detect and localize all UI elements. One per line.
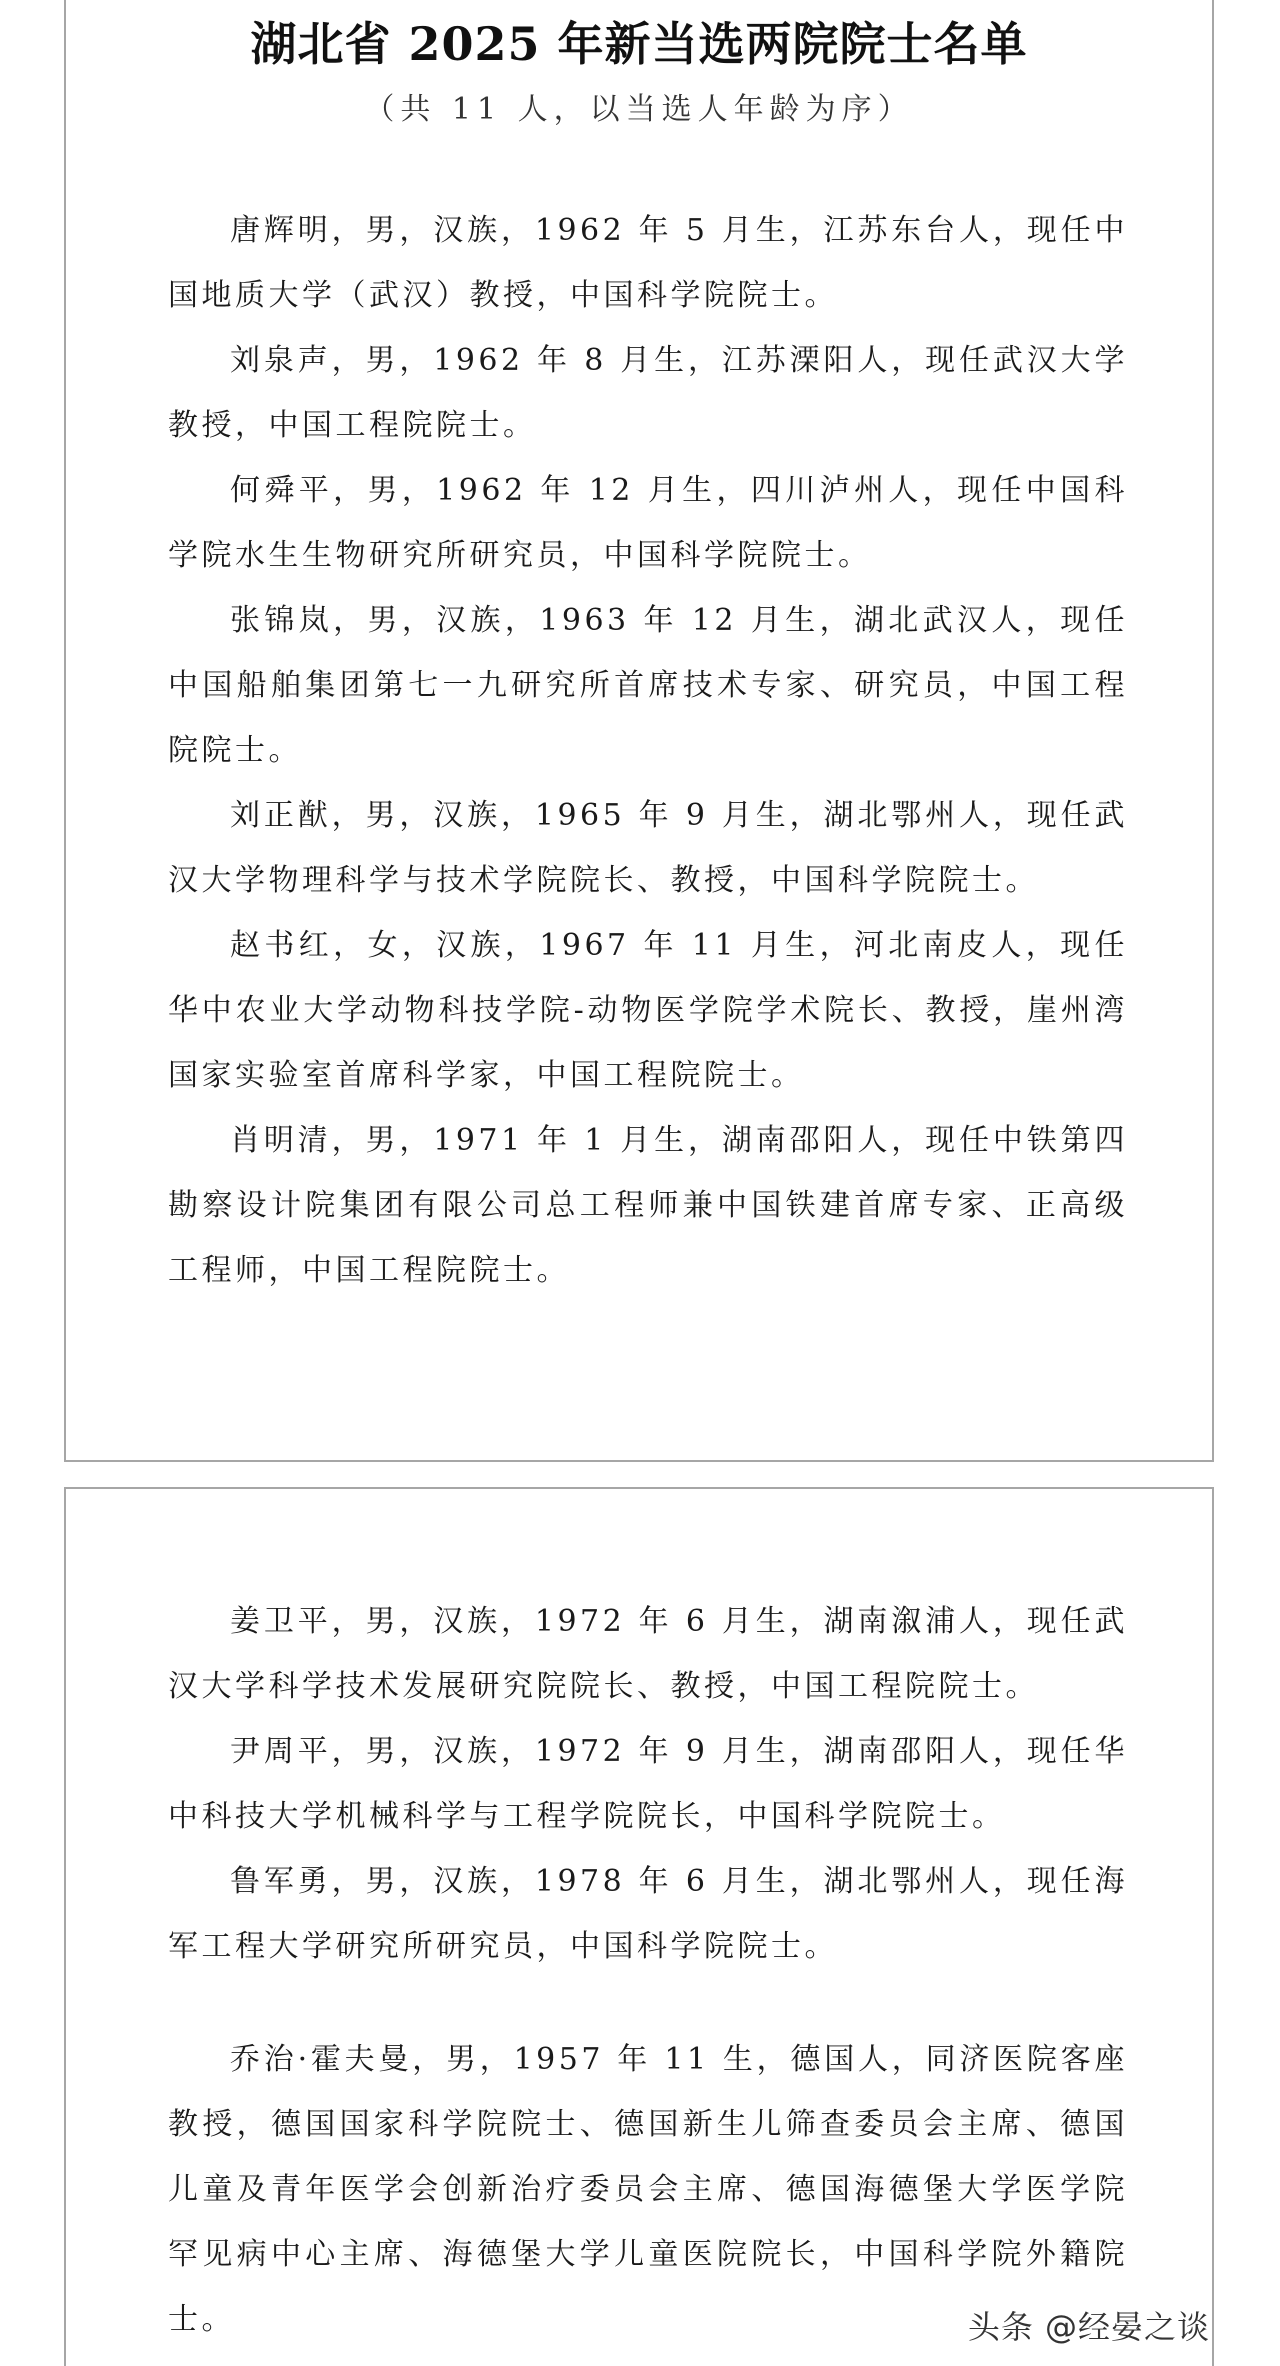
platform-watermark: 头条 @经晏之谈 bbox=[967, 2308, 1210, 2346]
section-gap bbox=[168, 1979, 1128, 2027]
academician-list-page-2 bbox=[168, 1589, 1128, 2352]
foreign-academician-entry-georg-hoffmann: 乔治·霍夫曼，男，1957 年 11 生，德国人，同济医院客座教授，德国国家科学院院士、德国新生儿筛查委员会主席、德国儿童及青年医学会创新治疗委员会主席、德国海德堡大学医学院罕见病中心主席、海德堡大学儿童医院院长，中国科学院外籍院士。 bbox=[168, 2042, 1128, 2337]
academician-list-page-1 bbox=[168, 198, 1128, 1303]
academician-entry-zhang-jinlan: 张锦岚，男，汉族，1963 年 12 月生，湖北武汉人，现任中国船舶集团第七一九研究所首席技术专家、研究员，中国工程院院士。 bbox=[168, 603, 1128, 768]
academician-entry-liu-quansheng: 刘泉声，男，1962 年 8 月生，江苏溧阳人，现任武汉大学教授，中国工程院院士。 bbox=[168, 343, 1128, 443]
academician-entry-yin-zhouping: 尹周平，男，汉族，1972 年 9 月生，湖南邵阳人，现任华中科技大学机械科学与工程学院院长，中国科学院院士。 bbox=[168, 1734, 1128, 1834]
document-page-1 bbox=[64, 0, 1214, 1462]
academician-entry-jiang-weiping: 姜卫平，男，汉族，1972 年 6 月生，湖南溆浦人，现任武汉大学科学技术发展研究院院长、教授，中国工程院院士。 bbox=[168, 1604, 1128, 1704]
academician-entry-lu-junyong: 鲁军勇，男，汉族，1978 年 6 月生，湖北鄂州人，现任海军工程大学研究所研究员，中国科学院院士。 bbox=[168, 1864, 1128, 1964]
academician-entry-xiao-mingqing: 肖明清，男，1971 年 1 月生，湖南邵阳人，现任中铁第四勘察设计院集团有限公司总工程师兼中国铁建首席专家、正高级工程师，中国工程院院士。 bbox=[168, 1123, 1128, 1288]
document-page-2 bbox=[64, 1487, 1214, 2366]
academician-entry-liu-zhengyou: 刘正猷，男，汉族，1965 年 9 月生，湖北鄂州人，现任武汉大学物理科学与技术学院院长、教授，中国科学院院士。 bbox=[168, 798, 1128, 898]
document-title: 湖北省 2025 年新当选两院院士名单 bbox=[250, 17, 1028, 71]
academician-entry-he-shunping: 何舜平，男，1962 年 12 月生，四川泸州人，现任中国科学院水生生物研究所研究员，中国科学院院士。 bbox=[168, 473, 1128, 573]
academician-entry-zhao-shuhong: 赵书红，女，汉族，1967 年 11 月生，河北南皮人，现任华中农业大学动物科技学院-动物医学院学术院长、教授，崖州湾国家实验室首席科学家，中国工程院院士。 bbox=[168, 928, 1128, 1093]
academician-entry-tang-huiming: 唐辉明，男，汉族，1962 年 5 月生，江苏东台人，现任中国地质大学（武汉）教授，中国科学院院士。 bbox=[168, 213, 1128, 313]
document-subtitle: （共 11 人，以当选人年龄为序） bbox=[364, 92, 914, 127]
